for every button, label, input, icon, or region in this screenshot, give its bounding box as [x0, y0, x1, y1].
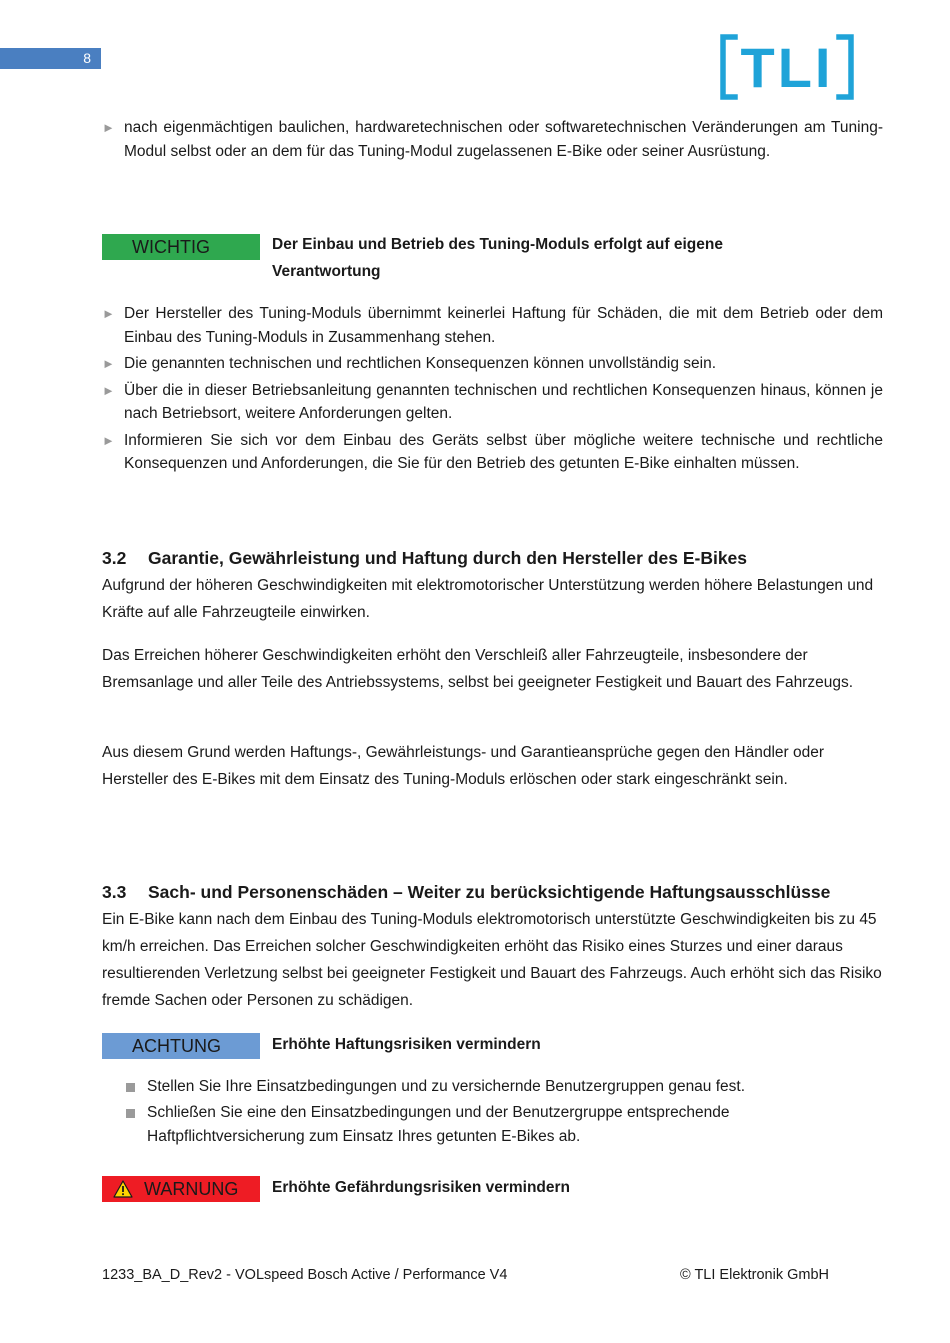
section-heading-3-2: [102, 546, 747, 570]
section-title: Garantie, Gewährleistung und Haftung durch den Hersteller des E-Bikes: [148, 548, 748, 568]
footer-copyright: © TLI Elektronik GmbH: [680, 1267, 830, 1283]
page-number: 8: [0, 48, 101, 69]
arrow-bullet-icon: ►: [102, 382, 115, 398]
square-bullet-icon: [126, 1083, 135, 1092]
section-number: 3.2: [102, 548, 127, 568]
list-item: ► nach eigenmächtigen baulichen, hardwaretechnischen oder softwaretechnischen Veränderungen am Tuning-Modul selbst oder an dem für das Tuning-Modul zugelassenen E-Bike oder seiner Ausrüstung.: [102, 116, 883, 163]
wichtig-bullet-list: [102, 302, 883, 479]
notice-text-achtung: Erhöhte Haftungsrisiken vermindern: [272, 1036, 541, 1053]
paragraph: Das Erreichen höherer Geschwindigkeiten erhöht den Verschleiß aller Fahrzeugteile, insbesondere der Bremsanlage und aller Teile des Antriebssystems, selbst bei geeigneter Festigkeit und Bauart des Fahrzeugs.: [102, 647, 854, 691]
notice-text-warnung: Erhöhte Gefährdungsrisiken vermindern: [272, 1179, 571, 1196]
liability-bullet-list: [102, 116, 883, 166]
tli-logo: [718, 32, 856, 102]
section-number: 3.3: [102, 882, 127, 902]
notice-text-wichtig: Der Einbau und Betrieb des Tuning-Moduls erfolgt auf eigene Verantwortung: [272, 236, 723, 280]
paragraph: Aus diesem Grund werden Haftungs-, Gewährleistungs- und Garantieansprüche gegen den Händler oder Hersteller des E-Bikes mit dem Einsatz des Tuning-Moduls erlöschen oder stark eingeschränkt sein.: [102, 744, 825, 788]
notice-label-achtung: ACHTUNG: [102, 1033, 260, 1059]
arrow-bullet-icon: ►: [102, 432, 115, 448]
arrow-bullet-icon: ►: [102, 306, 115, 321]
footer-doc-id: 1233_BA_D_Rev2 - VOLspeed Bosch Active / Performance V4: [102, 1267, 508, 1283]
arrow-bullet-icon: ►: [102, 356, 115, 371]
paragraph: Aufgrund der höheren Geschwindigkeiten mit elektromotorischer Unterstützung werden höhere Belastungen und Kräfte auf alle Fahrzeugteile einwirken.: [102, 577, 874, 621]
section-heading-3-3: [102, 880, 830, 904]
list-item: ► Informieren Sie sich vor dem Einbau des Geräts selbst über mögliche weitere technische und rechtliche Konsequenzen und Anforderungen, die Sie für den Betrieb des getunten E-Bike einhalten müssen.: [102, 429, 883, 476]
notice-label-warnung: WARNUNG: [102, 1176, 260, 1202]
arrow-bullet-icon: ►: [102, 120, 115, 135]
warning-triangle-icon: [113, 1180, 133, 1198]
list-item: Schließen Sie eine den Einsatzbedingungen und der Benutzergruppe entsprechende Haftpflichtversicherung zum Einsatz Ihres getunten E-Bikes ab.: [125, 1101, 825, 1149]
list-item: ► Die genannten technischen und rechtlichen Konsequenzen können unvollständig sein.: [102, 352, 883, 376]
section-title: Sach- und Personenschäden – Weiter zu berücksichtigende Haftungsausschlüsse: [148, 882, 831, 902]
achtung-bullet-list: [125, 1075, 825, 1151]
list-item: ► Über die in dieser Betriebsanleitung genannten technischen und rechtlichen Konsequenzen hinaus, können je nach Betriebsort, weitere Anforderungen gelten.: [102, 379, 883, 426]
paragraph: Ein E-Bike kann nach dem Einbau des Tuning-Moduls elektromotorisch unterstützte Geschwindigkeiten bis zu 45 km/h erreichen. Das Erreichen solcher Geschwindigkeiten erhöht das Risiko eines Sturzes und einer daraus resultierenden Verletzung selbst bei geeigneter Festigkeit und Bauart des Fahrzeugs. Auch erhöht sich das Risiko fremde Sachen oder Personen zu schädigen.: [102, 911, 882, 1009]
list-item: ► Der Hersteller des Tuning-Moduls übernimmt keinerlei Haftung für Schäden, die mit dem Betrieb oder dem Einbau des Tuning-Moduls in Zusammenhang stehen.: [102, 302, 883, 349]
notice-label-wichtig: WICHTIG: [102, 234, 260, 260]
list-item: Stellen Sie Ihre Einsatzbedingungen und zu versichernde Benutzergruppen genau fest.: [125, 1075, 825, 1099]
square-bullet-icon: [126, 1109, 135, 1118]
svg-text:TLI: TLI: [740, 36, 834, 99]
